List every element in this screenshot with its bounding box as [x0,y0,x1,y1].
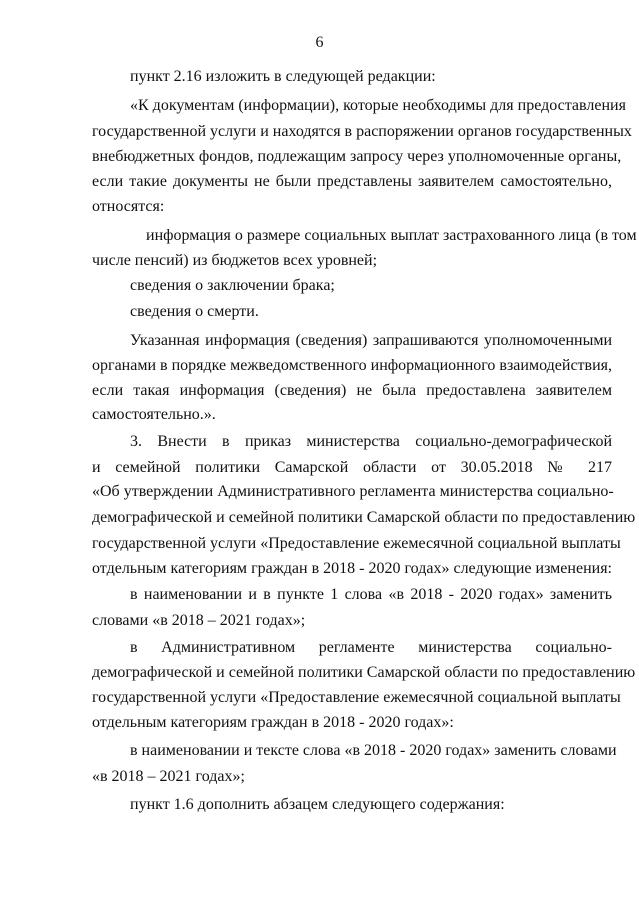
text-line: в наименовании и в пункте 1 слова «в 2018 - 2020 годах» заменить [130,586,612,603]
text-line: «К документам (информации), которые необходимы для предоставления [130,97,626,114]
text-line: информация о размере социальных выплат застрахованного лица (в том [146,227,637,244]
text-line: в Административном регламенте министерства социально- [130,639,612,656]
text-line: «Об утверждении Административного регламента министерства социально- [92,483,614,500]
text-line: относятся: [92,198,165,215]
text-line: демографической и семейной политики Самарской области по предоставлению [92,664,636,681]
text-line: самостоятельно.». [92,406,216,423]
text-line: словами «в 2018 – 2021 годах»; [92,612,306,629]
text-line: в наименовании и тексте слова «в 2018 - 2020 годах» заменить словами [130,742,617,759]
text-line: внебюджетных фондов, подлежащим запросу через уполномоченные органы, [92,148,622,165]
text-line: «в 2018 – 2021 годах»; [92,768,245,785]
text-line: пункт 2.16 изложить в следующей редакции: [130,68,436,85]
text-line: пункт 1.6 дополнить абзацем следующего содержания: [130,796,505,813]
text-line: отдельным категориям граждан в 2018 - 2020 годах» следующие изменения: [92,560,612,577]
text-line: отдельным категориям граждан в 2018 - 2020 годах»: [92,714,454,731]
page-number: 6 [315,34,324,51]
text-line: государственной услуги и находятся в распоряжении органов государственных [92,123,632,140]
text-line: демографической и семейной политики Самарской области по предоставлению [92,509,636,526]
text-line: сведения о заключении брака; [130,277,335,294]
text-line: государственной услуги «Предоставление ежемесячной социальной выплаты [92,689,621,706]
text-line: сведения о смерти. [130,303,259,320]
text-line: если такая информация (сведения) не была предоставлена заявителем [92,382,612,399]
text-line: и семейной политики Самарской области от 30.05.2018 № 217 [92,459,612,476]
text-line: числе пенсий) из бюджетов всех уровней; [92,252,378,269]
text-line: государственной услуги «Предоставление ежемесячной социальной выплаты [92,535,621,552]
text-line: Указанная информация (сведения) запрашиваются уполномоченными [130,332,612,349]
text-line: 3. Внести в приказ министерства социально-демографической [130,433,612,450]
text-line: органами в порядке межведомственного информационного взаимодействия, [92,357,613,374]
text-line: если такие документы не были представлены заявителем самостоятельно, [92,173,612,190]
